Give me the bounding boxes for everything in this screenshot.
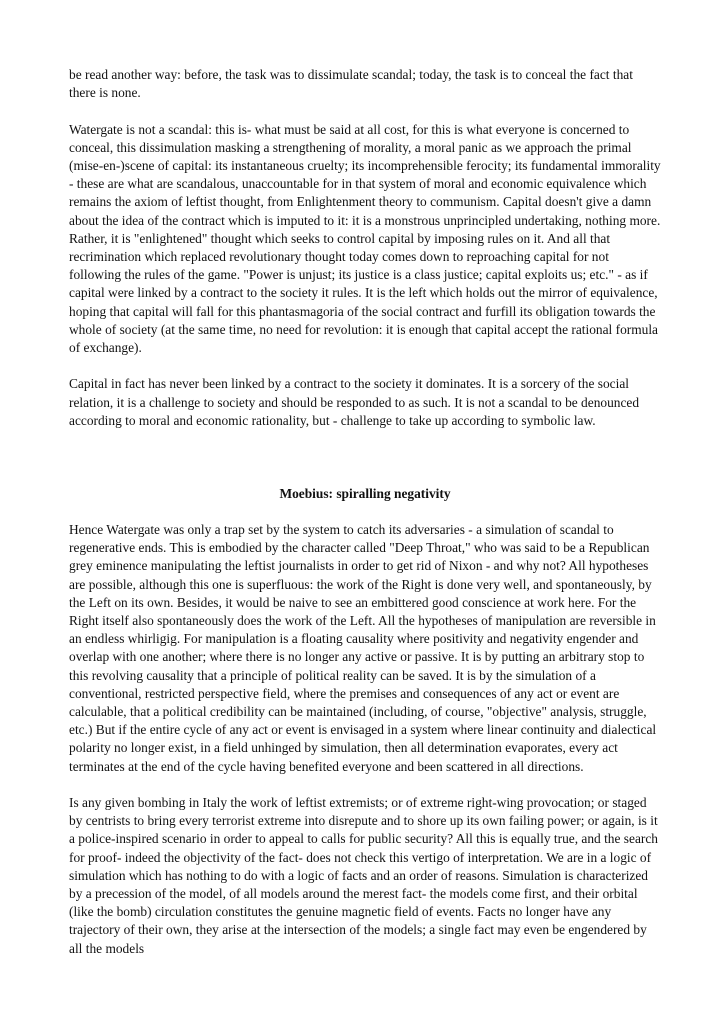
document-page <box>69 66 661 976</box>
section-heading: Moebius: spiralling negativity <box>279 485 451 501</box>
paragraph-1: be read another way: before, the task was to dissimulate scandal; today, the task is to conceal the fact that there is none. <box>69 67 633 101</box>
section-spacer <box>69 448 661 484</box>
paragraph-4: Hence Watergate was only a trap set by the system to catch its adversaries - a simulation of scandal to regenerative ends. This is embodied by the character called "Deep Throat," who was said to be a Republican grey eminence manipulating the leftist journalists in order to get rid of Nixon - and why not? All hypotheses are possible, although this one is superfluous: the work of the Right is done very well, and spontaneously, by the Left on its own. Besides, it would be naive to see an embittered good conscience at work here. For the Right itself also spontaneously does the work of the Left. All the hypotheses of manipulation are reversible in an endless whirligig. For manipulation is a floating causality where positivity and negativity engender and overlap with one another; where there is no longer any active or passive. It is by putting an arbitrary stop to this revolving causality that a principle of political reality can be saved. It is by the simulation of a conventional, restricted perspective field, where the premises and consequences of any act or event are calculable, that a political credibility can be maintained (including, of course, "objective" analysis, struggle, etc.) But if the entire cycle of any act or event is envisaged in a system where linear continuity and dialectical polarity no longer exist, in a field unhinged by simulation, then all determination evaporates, every act terminates at the end of the cycle having benefited everyone and been scattered in all directions. <box>69 522 657 774</box>
paragraph-3: Capital in fact has never been linked by a contract to the society it dominates. It is a sorcery of the social relation, it is a challenge to society and should be responded to as such. It is not a scandal to be denounced according to moral and economic rationality, but - challenge to take up according to symbolic law. <box>69 376 640 428</box>
paragraph-2: Watergate is not a scandal: this is- what must be said at all cost, for this is what everyone is concerned to conceal, this dissimulation masking a strengthening of morality, a moral panic as we approach the primal (mise-en-)scene of capital: its instantaneous cruelty; its incomprehensible ferocity; its fundamental immorality - these are what are scandalous, unaccountable for in that system of moral and economic equivalence which remains the axiom of leftist thought, from Enlightenment theory to communism. Capital doesn't give a damn about the idea of the contract which is imputed to it: it is a monstrous unprincipled undertaking, nothing more. Rather, it is "enlightened" thought which seeks to control capital by imposing rules on it. And all that recrimination which replaced revolutionary thought today comes down to reproaching capital for not following the rules of the game. "Power is unjust; its justice is a class justice; capital exploits us; etc." - as if capital were linked by a contract to the society it rules. It is the left which holds out the mirror of equivalence, hoping that capital will fall for this phantasmagoria of the social contract and furfill its obligation towards the whole of society (at the same time, no need for revolution: it is enough that capital accept the rational formula of exchange). <box>69 121 661 356</box>
paragraph-5: Is any given bombing in Italy the work of leftist extremists; or of extreme right-wing provocation; or staged by centrists to bring every terrorist extreme into disrepute and to shore up its own failing power; or again, is it a police-inspired scenario in order to appeal to calls for public security? All this is equally true, and the search for proof- indeed the objectivity of the fact- does not check this vertigo of interpretation. We are in a logic of simulation which has nothing to do with a logic of facts and an order of reasons. Simulation is characterized by a precession of the model, of all models around the merest fact- the models come first, and their orbital (like the bomb) circulation constitutes the genuine magnetic field of events. Facts no longer have any trajectory of their own, they arise at the intersection of the models; a single fact may even be engendered by all the models <box>69 795 658 956</box>
